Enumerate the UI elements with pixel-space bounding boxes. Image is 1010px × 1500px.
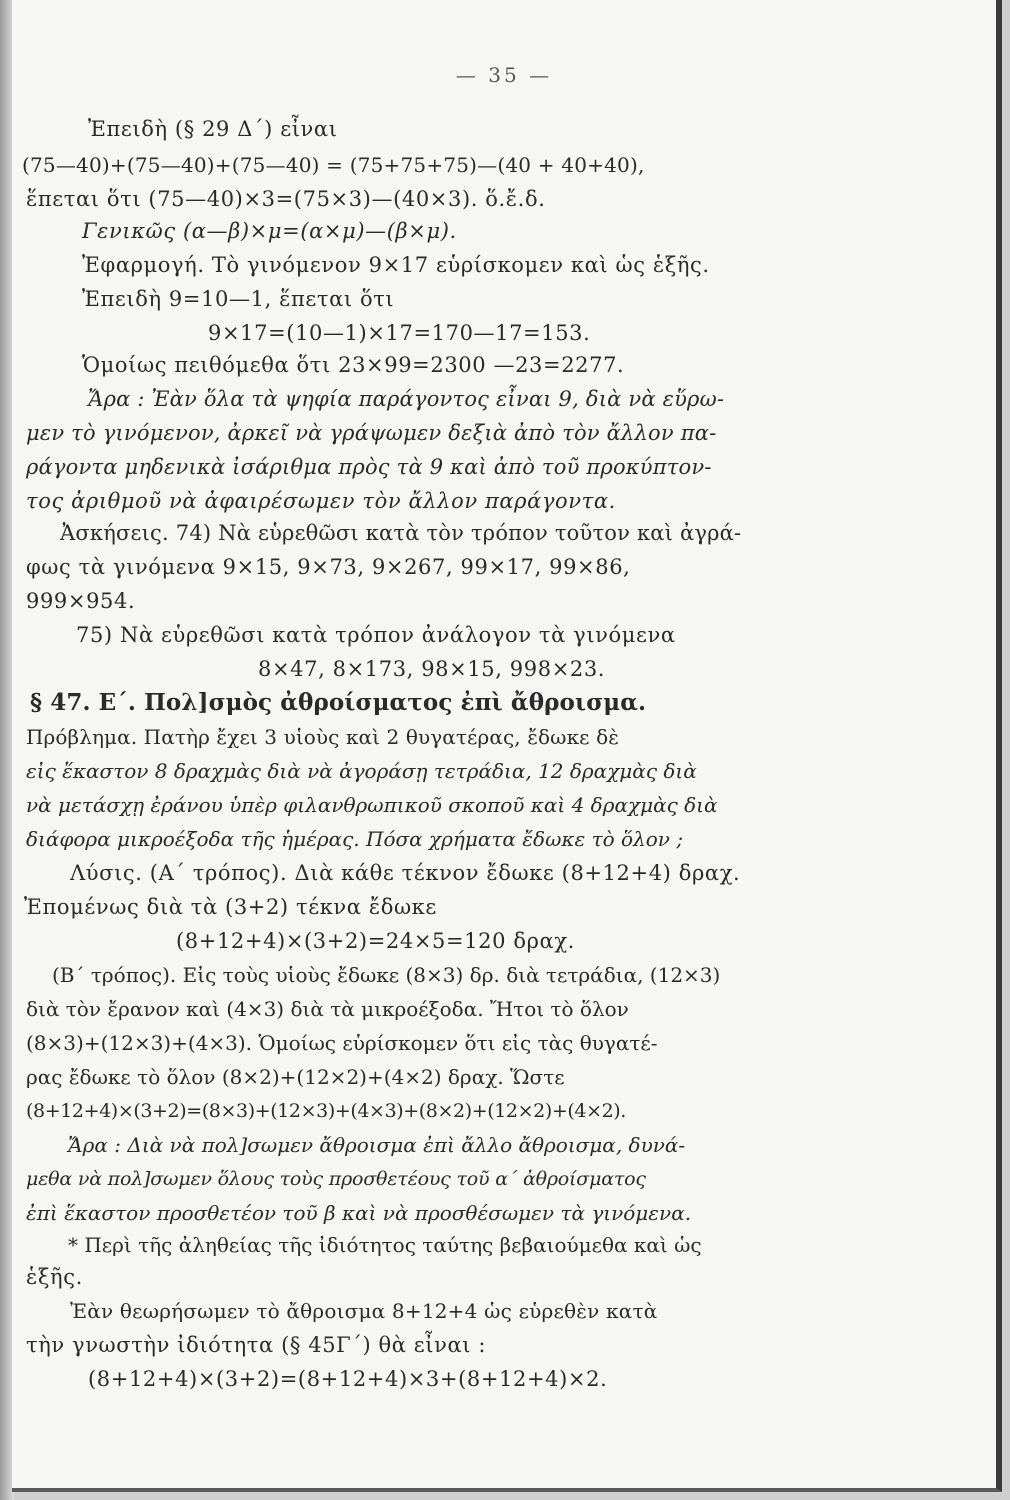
text-line: διάφορα μικροέξοδα τῆς ἡμέρας. Πόσα χρήματα ἔδωκε τὸ ὅλον ; <box>26 827 684 851</box>
text-line: * Περὶ τῆς ἀληθείας τῆς ἰδιότητος ταύτης βεβαιούμεθα καὶ ὡς <box>68 1233 702 1257</box>
text-line: (8×3)+(12×3)+(4×3). Ὁμοίως εὑρίσκομεν ὅτι εἰς τὰς θυγατέ- <box>26 1031 658 1055</box>
text-line: διὰ τὸν ἔρανον καὶ (4×3) διὰ τὰ μικροέξοδα. Ἤτοι τὸ ὅλον <box>26 997 629 1021</box>
text-line: Γενικῶς (α—β)×μ=(α×μ)—(β×μ). <box>82 219 457 243</box>
text-line: εἰς ἕκαστον 8 δραχμὰς διὰ νὰ ἀγοράσῃ τετράδια, 12 δραχμὰς διὰ <box>26 759 697 783</box>
text-line: Πρόβλημα. Πατὴρ ἔχει 3 υἱοὺς καὶ 2 θυγατέρας, ἔδωκε δὲ <box>26 725 620 749</box>
text-line: μεθα νὰ πολ]σωμεν ὅλους τοὺς προσθετέους τοῦ α΄ ἀθροίσματος <box>26 1168 646 1190</box>
text-line: Ὁμοίως πειθόμεθα ὅτι 23×99=2300 —23=2277. <box>82 353 625 377</box>
text-line: (75—40)+(75—40)+(75—40) = (75+75+75)—(40 + 40+40), <box>22 153 645 177</box>
text-line: Ἐπειδὴ (§ 29 Δ΄) εἶναι <box>88 117 338 141</box>
text-line: (8+12+4)×(3+2)=(8+12+4)×3+(8+12+4)×2. <box>88 1367 608 1391</box>
text-line: ράγοντα μηδενικὰ ἰσάριθμα πρὸς τὰ 9 καὶ ἀπὸ τοῦ προκύπτον- <box>26 455 712 479</box>
text-line: (8+12+4)×(3+2)=24×5=120 δραχ. <box>176 929 575 953</box>
text-line: νὰ μετάσχῃ ἐράνου ὑπὲρ φιλανθρωπικοῦ σκοποῦ καὶ 4 δραχμὰς διὰ <box>26 793 718 817</box>
text-line: Ἐφαρμογή. Τὸ γινόμενον 9×17 εὑρίσκομεν καὶ ὡς ἑξῆς. <box>82 253 710 277</box>
text-line: Ἄρα : Διὰ νὰ πολ]σωμεν ἄθροισμα ἐπὶ ἄλλο ἄθροισμα, δυνά- <box>68 1133 686 1157</box>
text-line: τος ἀριθμοῦ νὰ ἀφαιρέσωμεν τὸν ἄλλον παράγοντα. <box>26 489 616 513</box>
text-line: 8×47, 8×173, 98×15, 998×23. <box>258 657 606 681</box>
text-line: ἕπεται ὅτι (75—40)×3=(75×3)—(40×3). ὅ.ἔ.δ. <box>26 187 546 211</box>
text-line: 75) Νὰ εὑρεθῶσι κατὰ τρόπον ἀνάλογον τὰ γινόμενα <box>76 623 676 647</box>
text-line: (8+12+4)×(3+2)=(8×3)+(12×3)+(4×3)+(8×2)+(12×2)+(4×2). <box>26 1100 626 1122</box>
text-line: 9×17=(10—1)×17=170—17=153. <box>208 321 591 345</box>
text-line: ἐπὶ ἕκαστον προσθετέον τοῦ β καὶ νὰ προσθέσωμεν τὰ γινόμενα. <box>26 1201 692 1225</box>
text-line: Λύσις. (Α΄ τρόπος). Διὰ κάθε τέκνον ἔδωκε (8+12+4) δραχ. <box>70 861 741 885</box>
text-line: Ἄρα : Ἐὰν ὅλα τὰ ψηφία παράγοντος εἶναι 9, διὰ νὰ εὕρω- <box>88 387 725 411</box>
section-heading: § 47. Ε΄. Πολ]σμὸς ἀθροίσματος ἐπὶ ἄθροισμα. <box>30 689 647 716</box>
text-line: (Β΄ τρόπος). Εἰς τοὺς υἱοὺς ἔδωκε (8×3) δρ. διὰ τετράδια, (12×3) <box>52 963 721 987</box>
book-page <box>12 0 1002 1492</box>
text-line: 999×954. <box>26 589 136 613</box>
text-line: ρας ἔδωκε τὸ ὅλον (8×2)+(12×2)+(4×2) δραχ. Ὥστε <box>26 1065 565 1089</box>
page-number: — 35 — <box>455 63 553 87</box>
text-line: τὴν γνωστὴν ἰδιότητα (§ 45Γ΄) θὰ εἶναι : <box>26 1333 487 1357</box>
text-line: μεν τὸ γινόμενον, ἀρκεῖ νὰ γράψωμεν δεξιὰ ἀπὸ τὸν ἄλλον πα- <box>26 421 717 445</box>
text-line: Ἐπομένως διὰ τὰ (3+2) τέκνα ἔδωκε <box>24 895 437 919</box>
text-line: φως τὰ γινόμενα 9×15, 9×73, 9×267, 99×17, 99×86, <box>26 555 631 579</box>
text-line: Ἀσκήσεις. 74) Νὰ εὑρεθῶσι κατὰ τὸν τρόπον τοῦτον καὶ ἀγρά- <box>60 521 742 545</box>
text-line: Ἐπειδὴ 9=10—1, ἕπεται ὅτι <box>82 287 395 311</box>
text-line: Ἐὰν θεωρήσωμεν τὸ ἄθροισμα 8+12+4 ὡς εὑρεθὲν κατὰ <box>70 1299 658 1323</box>
text-line: ἑξῆς. <box>26 1265 83 1289</box>
